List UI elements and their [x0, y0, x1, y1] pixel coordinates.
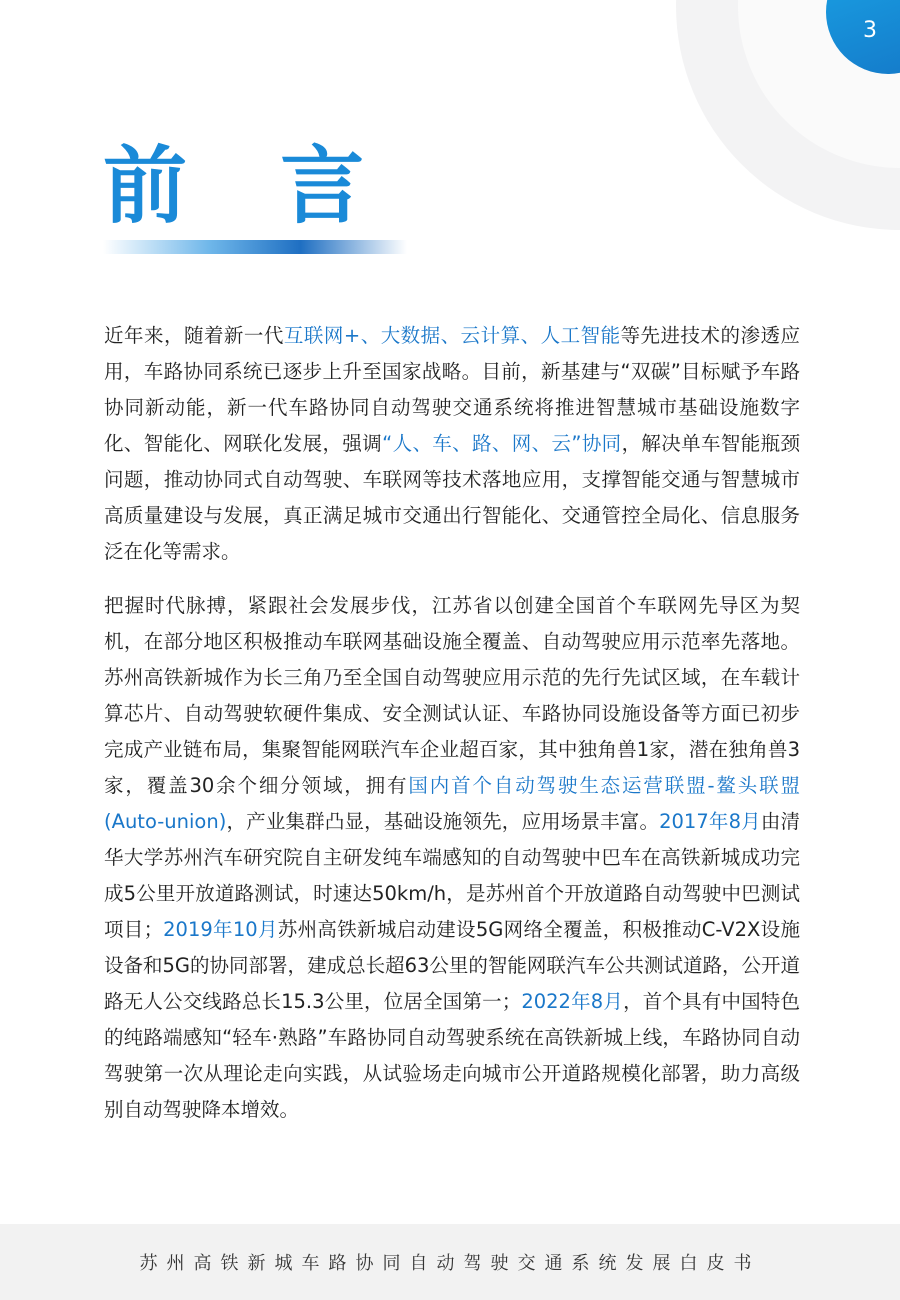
highlight-collaboration: “人、车、路、网、云”协同 [382, 432, 622, 455]
highlight-date-2019: 2019年10月 [163, 918, 278, 941]
text-run: 由清华大学苏州汽车研究院自主研发纯车端感知的自动驾驶中巴车在高铁新城成功完成5公里开放道路测试，时速达50km/h，是苏州首个开放道路自动驾驶中巴测试项目； [104, 810, 800, 941]
footer-bar [0, 1224, 900, 1300]
page-number: 3 [863, 18, 877, 43]
footer-title: 苏州高铁新城车路协同自动驾驶交通系统发展白皮书 [139, 1253, 761, 1274]
paragraph-intro [104, 318, 800, 570]
highlight-date-2022: 2022年8月 [521, 990, 624, 1013]
highlight-alliance: 国内首个自动驾驶生态运营联盟-鳌头联盟(Auto-union) [104, 774, 800, 833]
text-run: 苏州高铁新城启动建设5G网络全覆盖，积极推动C-V2X设施设备和5G的协同部署，建成总长超63公里的智能网联汽车公共测试道路，公开道路无人公交线路总长15.3公里，位居全国第一； [104, 918, 800, 1013]
page-title: 前 言 [103, 137, 397, 235]
highlight-technologies: 互联网+、大数据、云计算、人工智能 [283, 324, 621, 347]
text-run: ，首个具有中国特色的纯路端感知“轻车·熟路”车路协同自动驾驶系统在高铁新城上线，车路协同自动驾驶第一次从理论走向实践，从试验场走向城市公开道路规模化部署，助力高级别自动驾驶降本增效。 [104, 990, 800, 1121]
highlight-date-2017: 2017年8月 [659, 810, 761, 833]
title-underline-bar [103, 240, 407, 254]
text-run: ，解决单车智能瓶颈问题，推动协同式自动驾驶、车联网等技术落地应用，支撑智能交通与智慧城市高质量建设与发展，真正满足城市交通出行智能化、交通管控全局化、信息服务泛在化等需求。 [104, 432, 800, 563]
text-run: 等先进技术的渗透应用，车路协同系统已逐步上升至国家战略。目前，新基建与“双碳”目标赋予车路协同新动能，新一代车路协同自动驾驶交通系统将推进智慧城市基础设施数字化、智能化、网联化发展，强调 [104, 324, 800, 455]
body-content [104, 318, 800, 1146]
text-run: 近年来，随着新一代 [104, 324, 284, 347]
text-run: ，产业集群凸显，基础设施领先，应用场景丰富。 [226, 810, 660, 833]
text-run: 把握时代脉搏，紧跟社会发展步伐，江苏省以创建全国首个车联网先导区为契机，在部分地区积极推动车联网基础设施全覆盖、自动驾驶应用示范率先落地。苏州高铁新城作为长三角乃至全国自动驾驶应用示范的先行先试区域，在车载计算芯片、自动驾驶软硬件集成、安全测试认证、车路协同设施设备等方面已初步完成产业链布局，集聚智能网联汽车企业超百家，其中独角兽1家，潜在独角兽3家，覆盖30余个细分领域，拥有 [104, 594, 800, 797]
paragraph-development [104, 588, 800, 1128]
